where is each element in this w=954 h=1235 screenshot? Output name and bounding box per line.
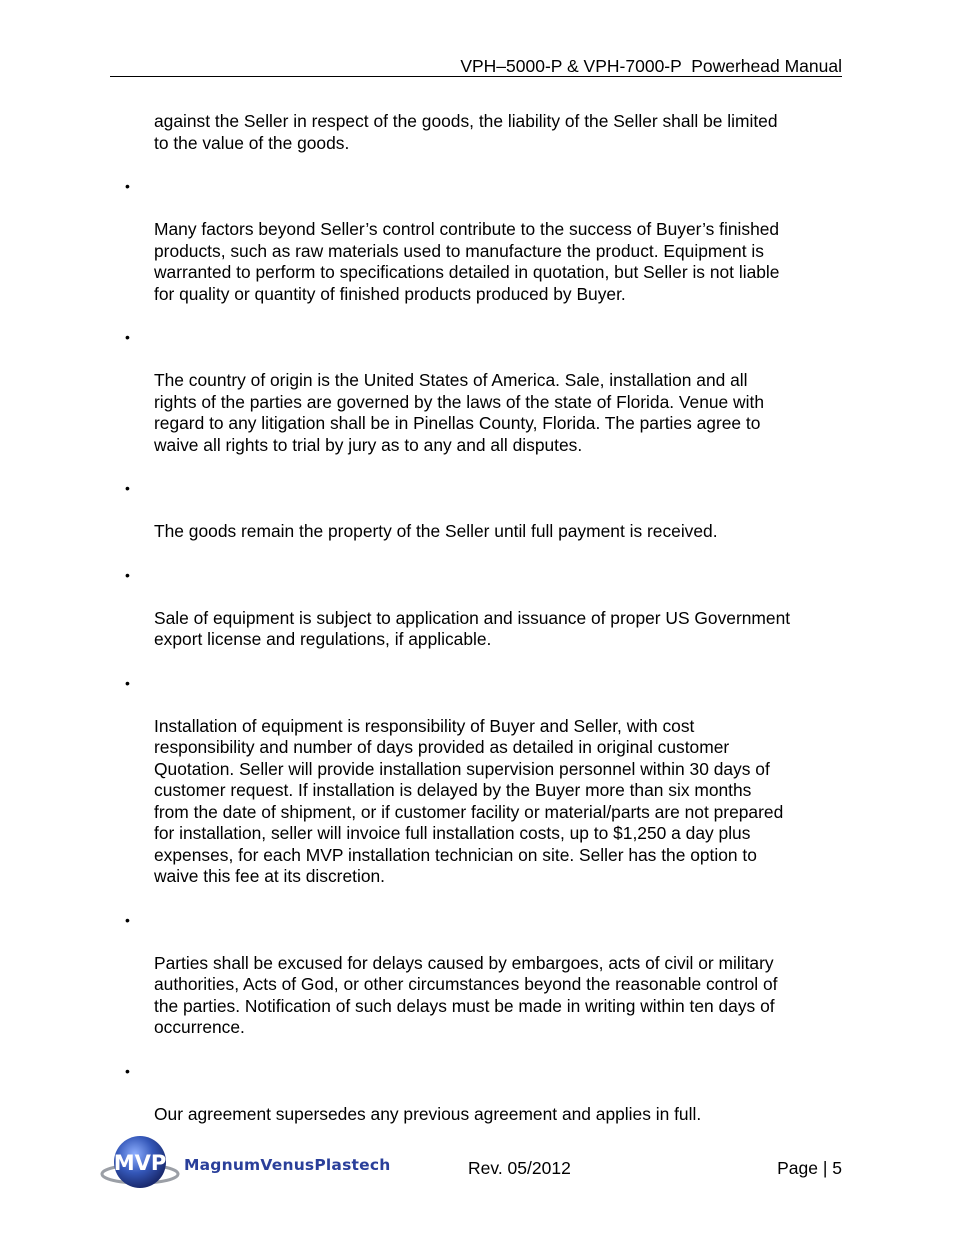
bullet-icon: •: [125, 911, 130, 928]
header-title: VPH–5000-P & VPH-7000-P Powerhead Manual: [460, 56, 842, 76]
page-number: Page | 5: [777, 1158, 842, 1178]
page-header: [110, 54, 842, 77]
bullet-icon: •: [125, 329, 130, 345]
bullet-icon: •: [125, 566, 130, 583]
bullet-icon: •: [125, 1062, 130, 1079]
list-item-text: The goods remain the property of the Seller until full payment is received.: [154, 521, 718, 541]
list-item: [110, 1061, 845, 1126]
list-item: [110, 673, 845, 888]
page-footer: [100, 1130, 842, 1194]
revision-label: Rev. 05/2012: [468, 1158, 571, 1178]
list-item-text: Parties shall be excused for delays caused by embargoes, acts of civil or military authorities, Acts of God, or other circumstances beyond the reasonable control of the parties. Notification of such delays must be made in writing within ten days of occurrence.: [154, 952, 778, 1037]
list-item: [110, 327, 845, 456]
list-item: [110, 910, 845, 1039]
logo-badge-text: MVP: [113, 1151, 167, 1175]
list-item: [110, 176, 845, 305]
list-item-text: Installation of equipment is responsibility of Buyer and Seller, with cost responsibility and number of days provided as detailed in original customer Quotation. Seller will provide installation supervision personnel within 30 days of customer request. If installation is delayed by the Buyer more than six months from the date of shipment, or if customer facility or material/parts are not prepared for installation, seller will invoice full installation costs, up to $1,250 a day plus expenses, for each MVP installation technician on site. Seller has the option to waive this fee at its discretion.: [154, 715, 784, 886]
bullet-icon: •: [125, 178, 130, 194]
list-item-text: Our agreement supersedes any previous agreement and applies in full.: [154, 1103, 702, 1124]
mvp-globe-icon: [100, 1130, 184, 1194]
list-item: [110, 478, 845, 543]
bullet-icon: •: [125, 674, 130, 691]
continued-paragraph: against the Seller in respect of the goods, the liability of the Seller shall be limited to the value of the goods.: [154, 111, 778, 153]
list-item-text: Sale of equipment is subject to application and issuance of proper US Government export license and regulations, if applicable.: [154, 607, 791, 649]
list-item: [110, 565, 845, 651]
list-item-text: The country of origin is the United States of America. Sale, installation and all rights of the parties are governed by the laws of the state of Florida. Venue with regard to any litigation shall be in Pinellas County, Florida. The parties agree to waive all rights to trial by jury as to any and all disputes.: [154, 370, 764, 455]
list-item-text: Many factors beyond Seller’s control contribute to the success of Buyer’s finished products, such as raw materials used to manufacture the product. Equipment is warranted to perform to specifications detailed in quotation, but Seller is not liable for quality or quantity of finished products produced by Buyer.: [154, 219, 780, 304]
company-logo: [100, 1130, 390, 1194]
document-body: [110, 111, 845, 1147]
logo-wordmark: MagnumVenusPlastech: [184, 1156, 391, 1174]
terms-list: [110, 176, 845, 1125]
bullet-icon: •: [125, 480, 130, 496]
